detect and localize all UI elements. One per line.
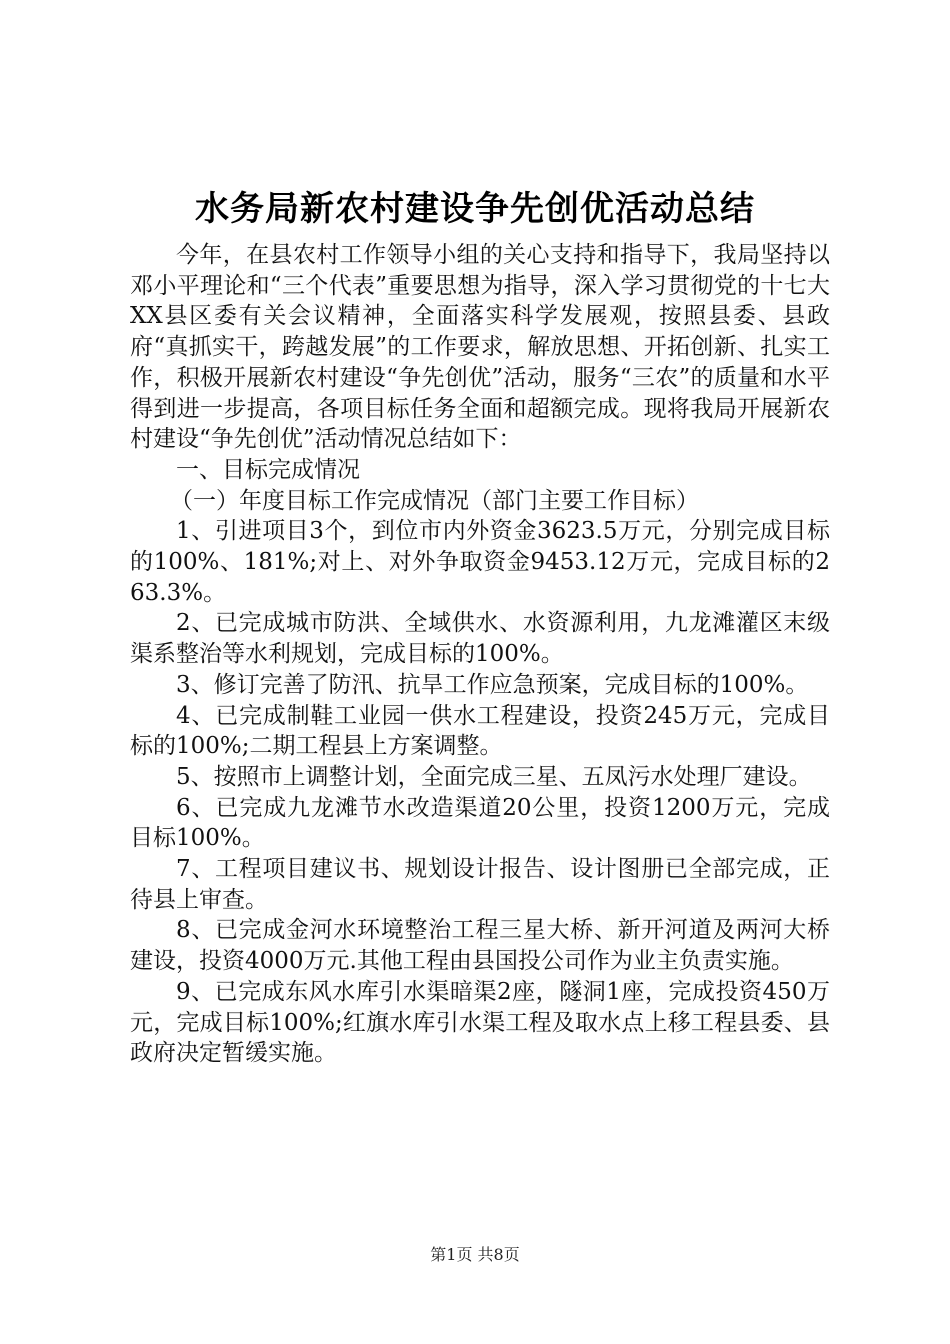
- list-item-2: 2、已完成城市防洪、全域供水、水资源利用，九龙滩灌区末级渠系整治等水利规划，完成目标的100%。: [130, 610, 830, 668]
- page-number-footer: 第1页 共8页: [430, 1245, 520, 1264]
- list-item-5: 5、按照市上调整计划，全面完成三星、五凤污水处理厂建设。: [176, 763, 812, 790]
- list-item-6: 6、已完成九龙滩节水改造渠道20公里，投资1200万元，完成目标100%。: [130, 794, 830, 852]
- list-item-1: 1、引进项目3个，到位市内外资金3623.5万元，分别完成目标的100%、181%;对上、对外争取资金9453.12万元，完成目标的263.3%。: [130, 518, 830, 606]
- list-item-3: 3、修订完善了防汛、抗旱工作应急预案，完成目标的100%。: [176, 671, 809, 698]
- document-body: [130, 240, 830, 1069]
- intro-paragraph: 今年，在县农村工作领导小组的关心支持和指导下，我局坚持以邓小平理论和“三个代表”重要思想为指导，深入学习贯彻党的十七大XX县区委有关会议精神，全面落实科学发展观，按照县委、县政府“真抓实干，跨越发展”的工作要求，解放思想、开拓创新、扎实工作，积极开展新农村建设“争先创优”活动，服务“三农”的质量和水平得到进一步提高，各项目标任务全面和超额完成。现将我局开展新农村建设“争先创优”活动情况总结如下：: [130, 242, 830, 453]
- list-item-9: 9、已完成东风水库引水渠暗渠2座，隧洞1座，完成投资450万元，完成目标100%;红旗水库引水渠工程及取水点上移工程县委、县政府决定暂缓实施。: [130, 978, 830, 1067]
- subsection-heading: （一）年度目标工作完成情况（部门主要工作目标）: [170, 487, 699, 514]
- list-item-7: 7、工程项目建议书、规划设计报告、设计图册已全部完成，正待县上审查。: [130, 856, 830, 913]
- list-item-4: 4、已完成制鞋工业园一供水工程建设，投资245万元，完成目标的100%;二期工程县上方案调整。: [130, 702, 830, 760]
- section-heading: 一、目标完成情况: [176, 456, 360, 483]
- document-title: 水务局新农村建设争先创优活动总结: [195, 189, 755, 229]
- list-item-8: 8、已完成金河水环境整治工程三星大桥、新开河道及两河大桥建设，投资4000万元.其他工程由县国投公司作为业主负责实施。: [130, 917, 830, 975]
